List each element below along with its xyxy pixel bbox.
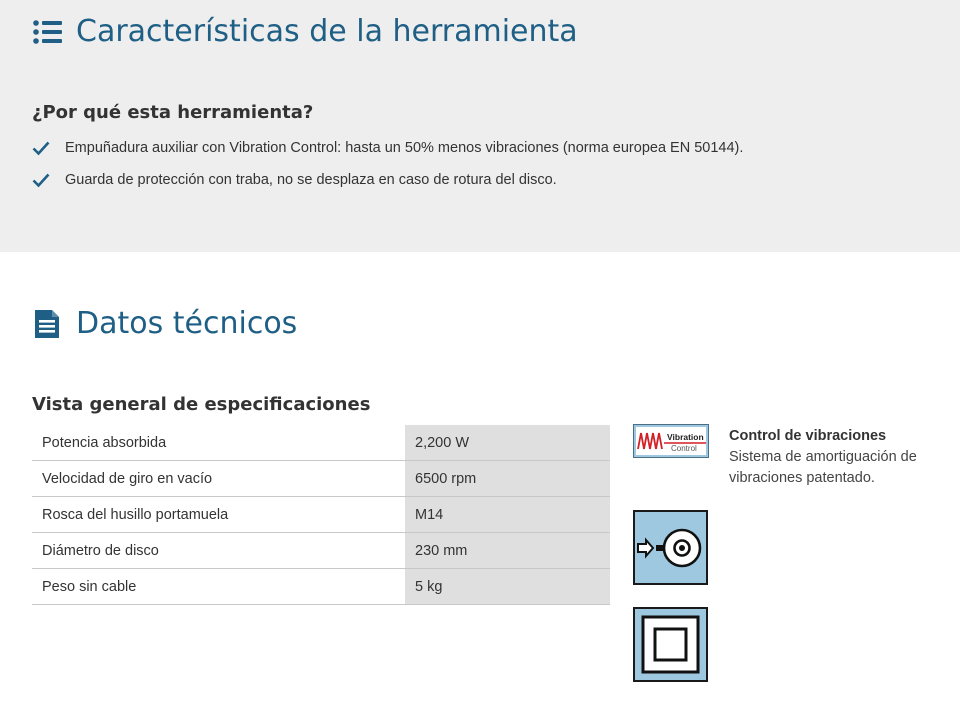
list-icon xyxy=(32,17,62,47)
list-item xyxy=(32,132,743,164)
spec-label: Potencia absorbida xyxy=(32,425,405,461)
table-row xyxy=(32,569,610,605)
vibration-logo-line1: Vibration xyxy=(667,432,704,442)
feature-text: Guarda de protección con traba, no se desplaza en caso de rotura del disco. xyxy=(65,172,557,188)
features-title-text: Características de la herramienta xyxy=(76,14,578,49)
spec-label: Diámetro de disco xyxy=(32,533,405,569)
document-icon xyxy=(32,309,62,339)
vibration-feature xyxy=(729,426,944,489)
tech-title xyxy=(32,306,297,341)
check-icon xyxy=(32,171,50,189)
feature-text: Empuñadura auxiliar con Vibration Control: hasta un 50% menos vibraciones (norma europea EN 50144). xyxy=(65,140,744,156)
list-item xyxy=(32,164,743,196)
spec-value: 5 kg xyxy=(405,569,610,605)
spec-heading: Vista general de especificaciones xyxy=(32,394,371,415)
spec-value: M14 xyxy=(405,497,610,533)
check-icon xyxy=(32,139,50,157)
feature-list xyxy=(32,132,743,196)
spec-label: Rosca del husillo portamuela xyxy=(32,497,405,533)
table-row xyxy=(32,461,610,497)
spec-value: 6500 rpm xyxy=(405,461,610,497)
features-section xyxy=(0,0,960,252)
disc-guard-icon xyxy=(633,510,708,585)
spec-label: Peso sin cable xyxy=(32,569,405,605)
vibration-control-icon xyxy=(633,424,709,458)
tech-title-text: Datos técnicos xyxy=(76,306,298,341)
spec-value: 2,200 W xyxy=(405,425,610,461)
spec-value: 230 mm xyxy=(405,533,610,569)
features-subtitle: ¿Por qué esta herramienta? xyxy=(32,102,314,123)
table-row xyxy=(32,497,610,533)
double-insulation-icon xyxy=(633,607,708,682)
table-row xyxy=(32,533,610,569)
features-title xyxy=(32,14,578,49)
specs-table xyxy=(32,425,610,605)
table-row xyxy=(32,425,610,461)
vibration-logo-line2: Control xyxy=(671,444,697,453)
spec-label: Velocidad de giro en vacío xyxy=(32,461,405,497)
vibration-feature-desc: Sistema de amortiguación de vibraciones patentado. xyxy=(729,449,917,486)
vibration-feature-title: Control de vibraciones xyxy=(729,428,887,444)
